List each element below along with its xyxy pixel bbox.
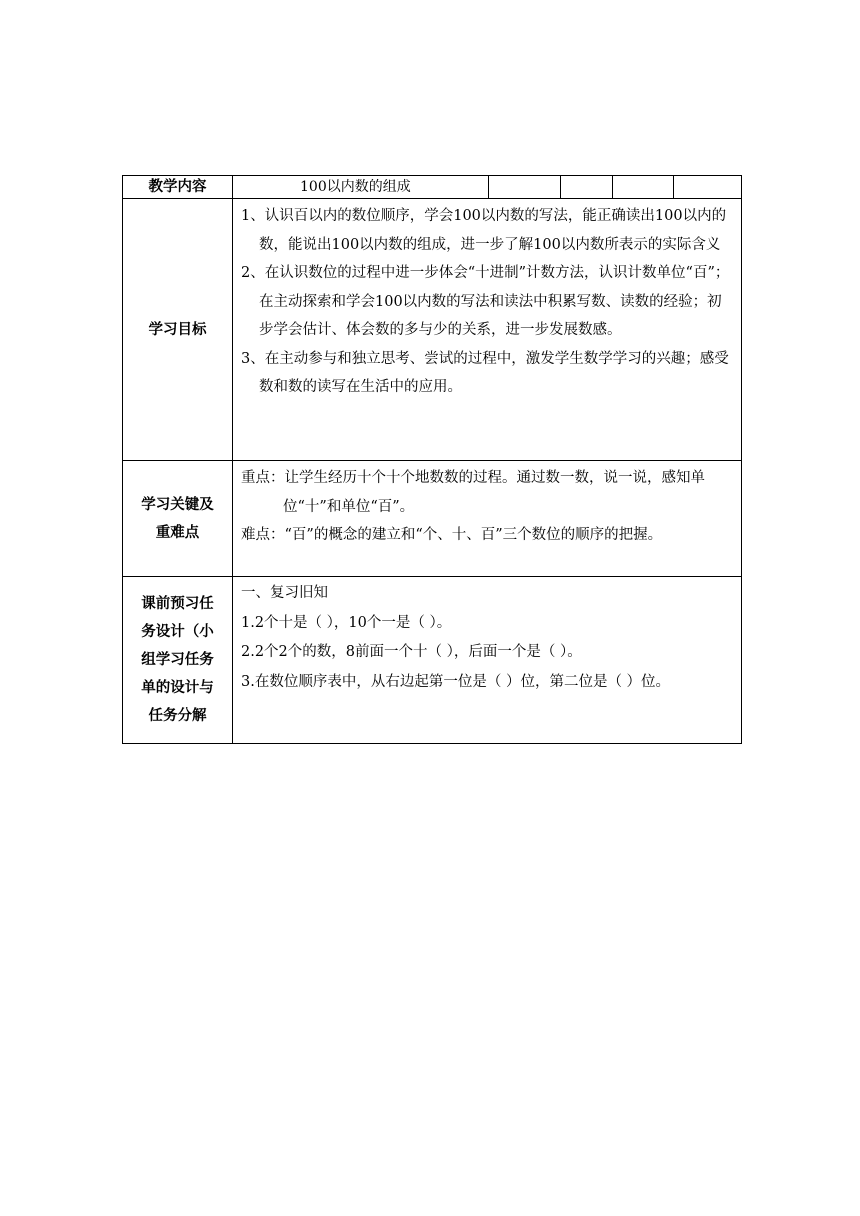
teaching-content-label: 教学内容	[123, 176, 233, 199]
key-points-label-line1: 学习关键及	[141, 496, 214, 513]
header-row	[123, 176, 742, 199]
objective-item-3: 3、在主动参与和独立思考、尝试的过程中，激发学生数学学习的兴趣；感受数和数的读写在生活中的应用。	[241, 350, 729, 395]
key-points-label	[123, 461, 233, 577]
key-points-label-line2: 重难点	[155, 524, 200, 541]
preview-section-title: 一、复习旧知	[241, 585, 328, 601]
blank-cell-2	[561, 176, 613, 199]
objective-item-2: 2、在认识数位的过程中进一步体会“十进制”计数方法，认识计数单位“百”；在主动探索和学会100以内数的写法和读法中积累写数、读数的经验；初步学会估计、体会数的多与少的关系，进一步发展数感。	[241, 265, 730, 338]
preview-question-2: 2.2个2个的数，8前面一个十（ ），后面一个是（ ）。	[241, 644, 582, 660]
objectives-content	[233, 199, 742, 461]
objectives-label: 学习目标	[123, 199, 233, 461]
preview-label	[123, 577, 233, 744]
difficulty-text: 难点：“百”的概念的建立和“个、十、百”三个数位的顺序的把握。	[241, 527, 663, 543]
preview-label-line2: 务设计（小	[141, 624, 214, 640]
preview-question-1: 1.2个十是（ ），10个一是（ ）。	[241, 614, 452, 631]
key-points-row	[123, 461, 742, 577]
preview-row	[123, 577, 742, 744]
lesson-plan-table	[122, 175, 742, 744]
blank-cell-3	[613, 176, 674, 199]
topic-cell: 100以内数的组成	[233, 176, 489, 199]
blank-cell-4	[674, 176, 742, 199]
objectives-row	[123, 199, 742, 461]
blank-cell-1	[489, 176, 561, 199]
objective-item-1: 1、认识百以内的数位顺序，学会100以内数的写法，能正确读出100以内的数，能说出100以内数的组成，进一步了解100以内数所表示的实际含义	[241, 208, 727, 253]
preview-label-line3: 组学习任务	[141, 652, 214, 668]
focus-text: 重点：让学生经历十个十个地数数的过程。通过数一数，说一说，感知单位“十”和单位“百”。	[241, 470, 705, 515]
key-points-content	[233, 461, 742, 577]
preview-label-line4: 单的设计与	[141, 680, 214, 696]
preview-content	[233, 577, 742, 744]
preview-label-line5: 任务分解	[148, 708, 207, 724]
preview-label-line1: 课前预习任	[141, 596, 214, 612]
preview-question-3: 3.在数位顺序表中，从右边起第一位是（ ）位，第二位是（ ）位。	[241, 673, 671, 690]
